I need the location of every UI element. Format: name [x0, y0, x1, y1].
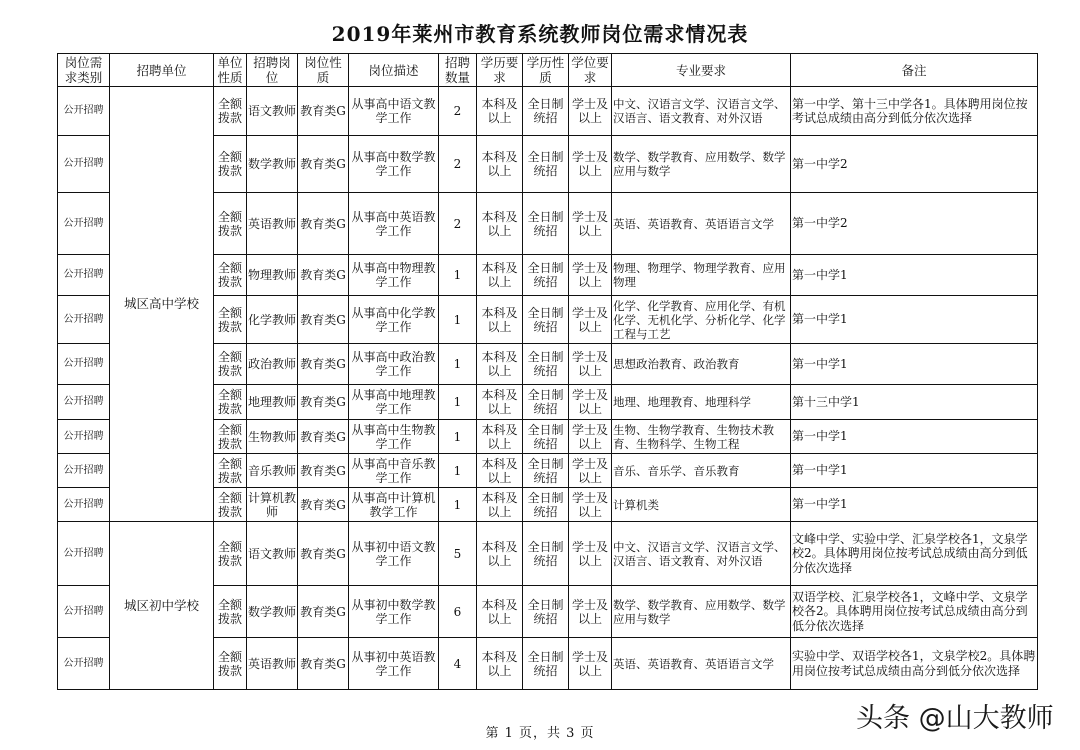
post-type-cell: 教育类G	[298, 385, 349, 420]
nature-cell: 全额拨款	[214, 454, 247, 488]
major-cell: 数学、数学教育、应用数学、数学应用与数学	[612, 136, 791, 193]
edu-type-cell: 全日制统招	[523, 586, 569, 638]
edu-type-cell: 全日制统招	[523, 522, 569, 586]
count-cell: 2	[439, 87, 477, 136]
post-cell: 音乐教师	[247, 454, 298, 488]
post-cell: 生物教师	[247, 420, 298, 454]
note-cell: 第十三中学1	[791, 385, 1038, 420]
edu-cell: 本科及以上	[477, 296, 523, 344]
note-cell: 第一中学2	[791, 136, 1038, 193]
category-cell: 公开招聘	[58, 420, 110, 454]
post-type-cell: 教育类G	[298, 296, 349, 344]
desc-cell: 从事高中政治教学工作	[349, 344, 439, 385]
post-type-cell: 教育类G	[298, 87, 349, 136]
note-cell: 第一中学、第十三中学各1。具体聘用岗位按考试总成绩由高分到低分依次选择	[791, 87, 1038, 136]
major-cell: 英语、英语教育、英语语言文学	[612, 638, 791, 690]
header-cell: 学位要求	[569, 54, 612, 87]
post-type-cell: 教育类G	[298, 420, 349, 454]
nature-cell: 全额拨款	[214, 296, 247, 344]
edu-type-cell: 全日制统招	[523, 420, 569, 454]
count-cell: 2	[439, 193, 477, 255]
nature-cell: 全额拨款	[214, 586, 247, 638]
table-row	[58, 87, 1038, 136]
category-cell: 公开招聘	[58, 193, 110, 255]
edu-type-cell: 全日制统招	[523, 193, 569, 255]
desc-cell: 从事初中语文教学工作	[349, 522, 439, 586]
degree-cell: 学士及以上	[569, 255, 612, 296]
count-cell: 4	[439, 638, 477, 690]
category-cell: 公开招聘	[58, 385, 110, 420]
desc-cell: 从事高中数学教学工作	[349, 136, 439, 193]
major-cell: 数学、数学教育、应用数学、数学应用与数学	[612, 586, 791, 638]
post-cell: 语文教师	[247, 87, 298, 136]
post-type-cell: 教育类G	[298, 454, 349, 488]
header-cell: 单位性质	[214, 54, 247, 87]
count-cell: 1	[439, 420, 477, 454]
degree-cell: 学士及以上	[569, 638, 612, 690]
nature-cell: 全额拨款	[214, 255, 247, 296]
desc-cell: 从事高中音乐教学工作	[349, 454, 439, 488]
desc-cell: 从事高中生物教学工作	[349, 420, 439, 454]
major-cell: 中文、汉语言文学、汉语言文学、汉语言、语文教育、对外汉语	[612, 522, 791, 586]
post-cell: 政治教师	[247, 344, 298, 385]
category-cell: 公开招聘	[58, 522, 110, 586]
post-cell: 英语教师	[247, 638, 298, 690]
header-cell: 学历性质	[523, 54, 569, 87]
category-cell: 公开招聘	[58, 296, 110, 344]
header-cell: 专业要求	[612, 54, 791, 87]
nature-cell: 全额拨款	[214, 522, 247, 586]
degree-cell: 学士及以上	[569, 586, 612, 638]
nature-cell: 全额拨款	[214, 136, 247, 193]
header-cell: 招聘岗位	[247, 54, 298, 87]
edu-cell: 本科及以上	[477, 420, 523, 454]
major-cell: 地理、地理教育、地理科学	[612, 385, 791, 420]
post-cell: 计算机教师	[247, 488, 298, 522]
edu-type-cell: 全日制统招	[523, 385, 569, 420]
edu-type-cell: 全日制统招	[523, 87, 569, 136]
edu-type-cell: 全日制统招	[523, 454, 569, 488]
post-cell: 数学教师	[247, 136, 298, 193]
edu-cell: 本科及以上	[477, 454, 523, 488]
post-type-cell: 教育类G	[298, 522, 349, 586]
category-cell: 公开招聘	[58, 586, 110, 638]
count-cell: 1	[439, 454, 477, 488]
category-cell: 公开招聘	[58, 488, 110, 522]
watermark: 头条 @山大教师	[856, 703, 1054, 734]
desc-cell: 从事初中数学教学工作	[349, 586, 439, 638]
post-cell: 数学教师	[247, 586, 298, 638]
note-cell: 第一中学1	[791, 420, 1038, 454]
post-cell: 英语教师	[247, 193, 298, 255]
edu-type-cell: 全日制统招	[523, 255, 569, 296]
edu-cell: 本科及以上	[477, 344, 523, 385]
note-cell: 第一中学1	[791, 488, 1038, 522]
header-cell: 学历要求	[477, 54, 523, 87]
edu-cell: 本科及以上	[477, 586, 523, 638]
edu-cell: 本科及以上	[477, 638, 523, 690]
nature-cell: 全额拨款	[214, 87, 247, 136]
note-cell: 第一中学1	[791, 255, 1038, 296]
note-cell: 第一中学1	[791, 296, 1038, 344]
note-cell: 第一中学1	[791, 344, 1038, 385]
category-cell: 公开招聘	[58, 454, 110, 488]
post-cell: 化学教师	[247, 296, 298, 344]
edu-type-cell: 全日制统招	[523, 344, 569, 385]
desc-cell: 从事高中英语教学工作	[349, 193, 439, 255]
header-cell: 岗位描述	[349, 54, 439, 87]
header-cell: 招聘单位	[110, 54, 214, 87]
edu-cell: 本科及以上	[477, 255, 523, 296]
note-cell: 双语学校、汇泉学校各1，文峰中学、文泉学校各2。具体聘用岗位按考试总成绩由高分到低分依次选择	[791, 586, 1038, 638]
edu-type-cell: 全日制统招	[523, 488, 569, 522]
category-cell: 公开招聘	[58, 255, 110, 296]
desc-cell: 从事高中化学教学工作	[349, 296, 439, 344]
nature-cell: 全额拨款	[214, 344, 247, 385]
header-cell: 岗位需求类别	[58, 54, 110, 87]
count-cell: 1	[439, 488, 477, 522]
edu-cell: 本科及以上	[477, 136, 523, 193]
post-type-cell: 教育类G	[298, 638, 349, 690]
post-type-cell: 教育类G	[298, 193, 349, 255]
nature-cell: 全额拨款	[214, 420, 247, 454]
nature-cell: 全额拨款	[214, 638, 247, 690]
desc-cell: 从事高中地理教学工作	[349, 385, 439, 420]
degree-cell: 学士及以上	[569, 344, 612, 385]
header-row	[58, 54, 1038, 87]
count-cell: 1	[439, 344, 477, 385]
recruitment-table	[57, 53, 1038, 690]
degree-cell: 学士及以上	[569, 522, 612, 586]
post-cell: 地理教师	[247, 385, 298, 420]
major-cell: 计算机类	[612, 488, 791, 522]
edu-cell: 本科及以上	[477, 522, 523, 586]
category-cell: 公开招聘	[58, 344, 110, 385]
desc-cell: 从事高中语文教学工作	[349, 87, 439, 136]
count-cell: 2	[439, 136, 477, 193]
note-cell: 第一中学2	[791, 193, 1038, 255]
nature-cell: 全额拨款	[214, 488, 247, 522]
count-cell: 5	[439, 522, 477, 586]
major-cell: 英语、英语教育、英语语言文学	[612, 193, 791, 255]
note-cell: 第一中学1	[791, 454, 1038, 488]
desc-cell: 从事初中英语教学工作	[349, 638, 439, 690]
major-cell: 音乐、音乐学、音乐教育	[612, 454, 791, 488]
recruiting-unit-cell: 城区初中学校	[110, 522, 214, 690]
degree-cell: 学士及以上	[569, 420, 612, 454]
count-cell: 1	[439, 385, 477, 420]
major-cell: 中文、汉语言文学、汉语言文学、汉语言、语文教育、对外汉语	[612, 87, 791, 136]
page-footer: 第 1 页，共 3 页	[485, 726, 595, 741]
category-cell: 公开招聘	[58, 136, 110, 193]
degree-cell: 学士及以上	[569, 385, 612, 420]
nature-cell: 全额拨款	[214, 385, 247, 420]
post-type-cell: 教育类G	[298, 136, 349, 193]
count-cell: 1	[439, 296, 477, 344]
page-title: 2019年莱州市教育系统教师岗位需求情况表	[331, 22, 749, 46]
degree-cell: 学士及以上	[569, 454, 612, 488]
edu-type-cell: 全日制统招	[523, 296, 569, 344]
degree-cell: 学士及以上	[569, 136, 612, 193]
nature-cell: 全额拨款	[214, 193, 247, 255]
edu-cell: 本科及以上	[477, 488, 523, 522]
edu-type-cell: 全日制统招	[523, 136, 569, 193]
table-row	[58, 522, 1038, 586]
major-cell: 化学、化学教育、应用化学、有机化学、无机化学、分析化学、化学工程与工艺	[612, 296, 791, 344]
note-cell: 实验中学、双语学校各1，文泉学校2。具体聘用岗位按考试总成绩由高分到低分依次选择	[791, 638, 1038, 690]
post-type-cell: 教育类G	[298, 255, 349, 296]
post-cell: 语文教师	[247, 522, 298, 586]
degree-cell: 学士及以上	[569, 488, 612, 522]
edu-type-cell: 全日制统招	[523, 638, 569, 690]
header-cell: 招聘数量	[439, 54, 477, 87]
post-type-cell: 教育类G	[298, 344, 349, 385]
note-cell: 文峰中学、实验中学、汇泉学校各1，文泉学校2。具体聘用岗位按考试总成绩由高分到低分依次选择	[791, 522, 1038, 586]
post-type-cell: 教育类G	[298, 586, 349, 638]
header-cell: 备注	[791, 54, 1038, 87]
category-cell: 公开招聘	[58, 87, 110, 136]
major-cell: 生物、生物学教育、生物技术教育、生物科学、生物工程	[612, 420, 791, 454]
post-type-cell: 教育类G	[298, 488, 349, 522]
major-cell: 思想政治教育、政治教育	[612, 344, 791, 385]
degree-cell: 学士及以上	[569, 296, 612, 344]
desc-cell: 从事高中物理教学工作	[349, 255, 439, 296]
count-cell: 6	[439, 586, 477, 638]
count-cell: 1	[439, 255, 477, 296]
degree-cell: 学士及以上	[569, 87, 612, 136]
post-cell: 物理教师	[247, 255, 298, 296]
edu-cell: 本科及以上	[477, 87, 523, 136]
degree-cell: 学士及以上	[569, 193, 612, 255]
recruiting-unit-cell: 城区高中学校	[110, 87, 214, 522]
edu-cell: 本科及以上	[477, 193, 523, 255]
category-cell: 公开招聘	[58, 638, 110, 690]
edu-cell: 本科及以上	[477, 385, 523, 420]
desc-cell: 从事高中计算机教学工作	[349, 488, 439, 522]
header-cell: 岗位性质	[298, 54, 349, 87]
major-cell: 物理、物理学、物理学教育、应用物理	[612, 255, 791, 296]
